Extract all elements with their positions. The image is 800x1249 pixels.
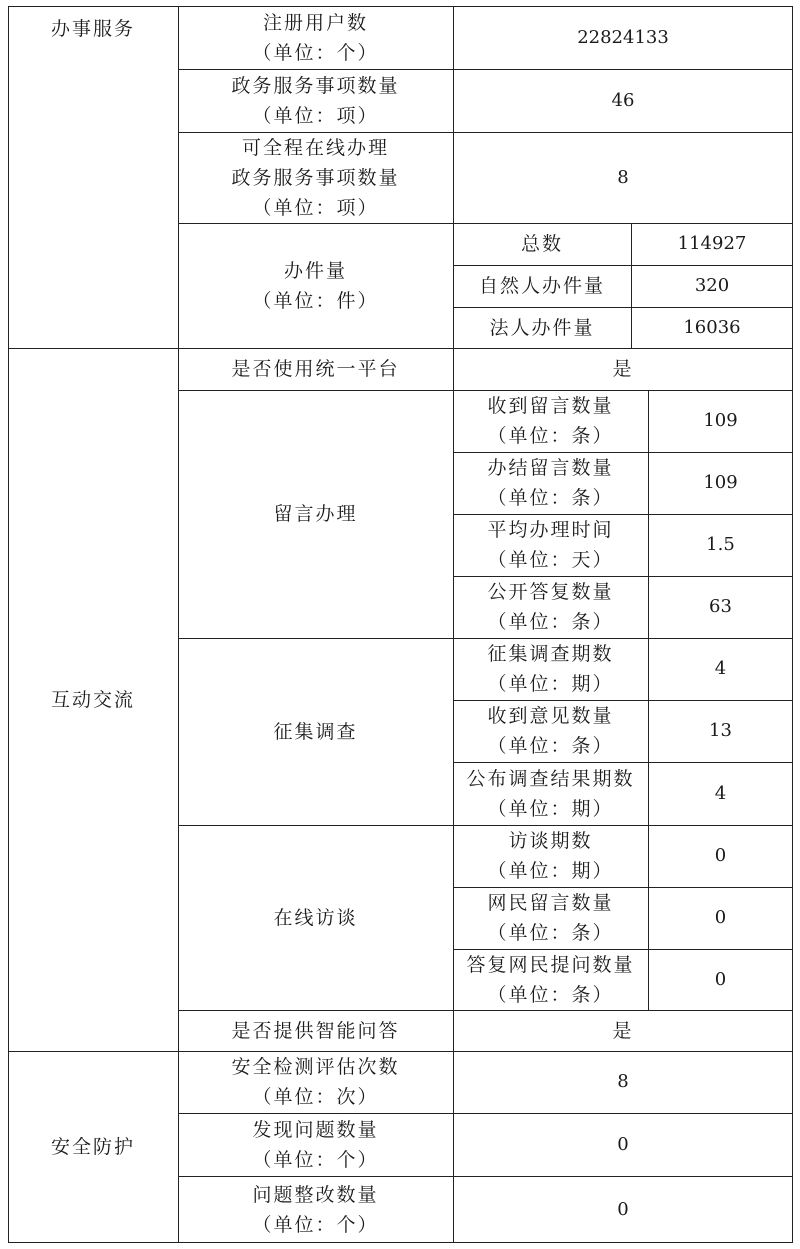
row-divider (178, 1010, 793, 1011)
registered-users-label: 注册用户数 （单位：个） (252, 11, 379, 64)
messages-group-label: 留言办理 (273, 503, 358, 525)
interviews-netizen-messages-label: 网民留言数量 （单位：条） (487, 892, 614, 944)
interviews-group-label: 在线访谈 (273, 906, 358, 929)
row-divider (178, 638, 793, 639)
items-count-label: 政务服务事项数量 （单位：项） (231, 74, 400, 127)
interviews-replies-value: 0 (714, 968, 727, 990)
row-divider (178, 1113, 793, 1114)
section-security (8, 1051, 178, 1243)
items-count-value: 46 (611, 89, 635, 111)
column-divider (178, 6, 179, 1243)
surveys-opinions-label: 收到意见数量 （单位：条） (487, 705, 614, 757)
sub-row-divider (453, 700, 793, 701)
cases-natural-label: 自然人办件量 (478, 275, 605, 297)
sub-row-divider (453, 762, 793, 763)
security-evaluations-label: 安全检测评估次数 （单位：次） (231, 1056, 400, 1108)
security-evaluations-value: 8 (617, 1071, 629, 1092)
row-divider (178, 390, 793, 391)
interviews-netizen-messages-value: 0 (714, 907, 727, 928)
smart-qa-label: 是否提供智能问答 (231, 1019, 400, 1042)
table-border-top (8, 6, 793, 7)
messages-received-label: 收到留言数量 （单位：条） (487, 395, 614, 447)
row-divider (8, 348, 793, 349)
unified-platform-label: 是否使用统一平台 (231, 358, 400, 380)
messages-public-replies-label: 公开答复数量 （单位：条） (487, 581, 614, 633)
sub-row-divider (453, 265, 793, 266)
messages-avg-time-value: 1.5 (706, 534, 735, 555)
sub-row-divider (453, 949, 793, 950)
table-border-left (8, 6, 9, 1243)
interviews-periods-label: 访谈期数 （单位：期） (487, 830, 614, 882)
sub-row-divider (453, 576, 793, 577)
surveys-periods-value: 4 (714, 658, 727, 679)
section-label: 安全防护 (50, 1136, 135, 1158)
cases-label: 办件量 （单位：件） (252, 259, 379, 312)
sub-row-divider (453, 452, 793, 453)
cases-legal-value: 16036 (683, 316, 741, 338)
sub-row-divider (453, 307, 793, 308)
surveys-results-value: 4 (714, 782, 727, 804)
section-label: 办事服务 (50, 18, 135, 40)
row-divider (178, 223, 793, 224)
sub-row-divider (453, 514, 793, 515)
cases-total-label: 总数 (520, 233, 563, 255)
security-issues-fixed-value: 0 (617, 1198, 629, 1220)
row-divider (178, 132, 793, 133)
messages-closed-label: 办结留言数量 （单位：条） (487, 457, 614, 509)
messages-closed-value: 109 (703, 472, 738, 493)
messages-avg-time-label: 平均办理时间 （单位：天） (487, 519, 614, 571)
surveys-group-label: 征集调查 (273, 720, 358, 743)
cases-natural-value: 320 (694, 275, 730, 296)
interviews-periods-value: 0 (714, 845, 727, 866)
surveys-periods-label: 征集调查期数 （单位：期） (487, 643, 614, 695)
messages-public-replies-value: 63 (709, 596, 732, 617)
smart-qa-value: 是 (612, 1019, 634, 1042)
cases-legal-label: 法人办件量 (489, 316, 595, 339)
column-divider (453, 6, 454, 1243)
row-divider (178, 1176, 793, 1177)
table-border-right (792, 6, 793, 1243)
row-divider (8, 1051, 793, 1052)
security-issues-found-label: 发现问题数量 （单位：个） (252, 1118, 379, 1171)
section-interaction (8, 348, 178, 1051)
online-items-value: 8 (617, 166, 629, 188)
column-divider (631, 223, 632, 348)
surveys-opinions-value: 13 (709, 720, 732, 741)
online-items-label: 可全程在线办理 政务服务事项数量 （单位：项） (231, 136, 400, 219)
row-divider (178, 69, 793, 70)
messages-received-value: 109 (703, 410, 738, 431)
interviews-replies-label: 答复网民提问数量 （单位：条） (466, 953, 635, 1006)
security-issues-found-value: 0 (617, 1133, 629, 1155)
section-service (8, 6, 178, 348)
row-divider (178, 825, 793, 826)
unified-platform-value: 是 (612, 358, 634, 380)
cases-total-value: 114927 (677, 233, 747, 254)
sub-row-divider (453, 887, 793, 888)
section-label: 互动交流 (50, 688, 135, 711)
registered-users-value: 22824133 (577, 26, 669, 48)
table-border-bottom (8, 1242, 793, 1243)
security-issues-fixed-label: 问题整改数量 （单位：个） (252, 1183, 379, 1236)
surveys-results-label: 公布调查结果期数 （单位：期） (466, 767, 635, 820)
